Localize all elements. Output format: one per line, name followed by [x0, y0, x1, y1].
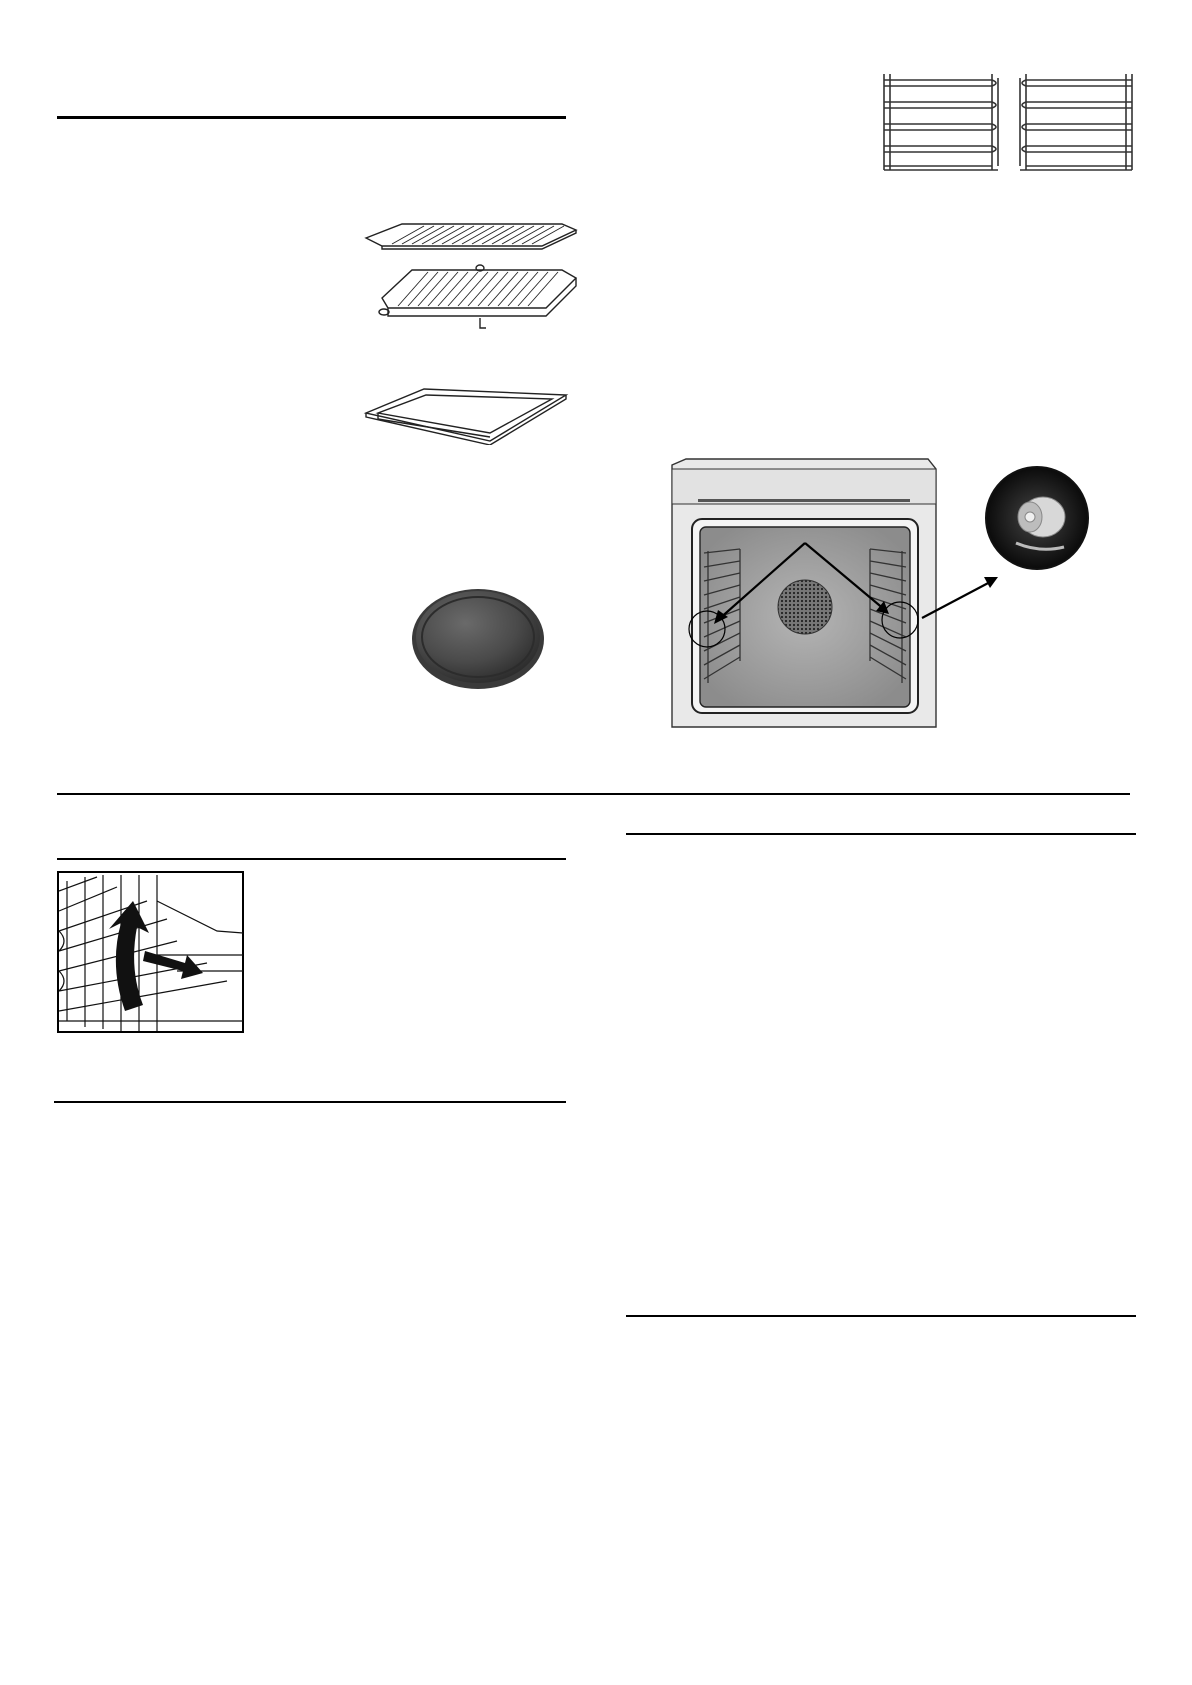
baking-tray-illustration — [362, 385, 570, 445]
oven-interior-illustration — [660, 455, 1100, 730]
rule-left-mid — [57, 858, 566, 860]
wire-shelf-illustration — [362, 220, 580, 345]
rule-left-lower — [54, 1101, 566, 1103]
rack-removal-illustration — [57, 871, 244, 1033]
rule-right-mid — [626, 833, 1136, 835]
pizza-pan-illustration — [410, 584, 546, 690]
side-racks-illustration — [880, 70, 1136, 176]
rule-right-lower — [626, 1315, 1136, 1317]
rule-section-divider — [57, 793, 1130, 795]
rule-top-left — [57, 116, 566, 119]
